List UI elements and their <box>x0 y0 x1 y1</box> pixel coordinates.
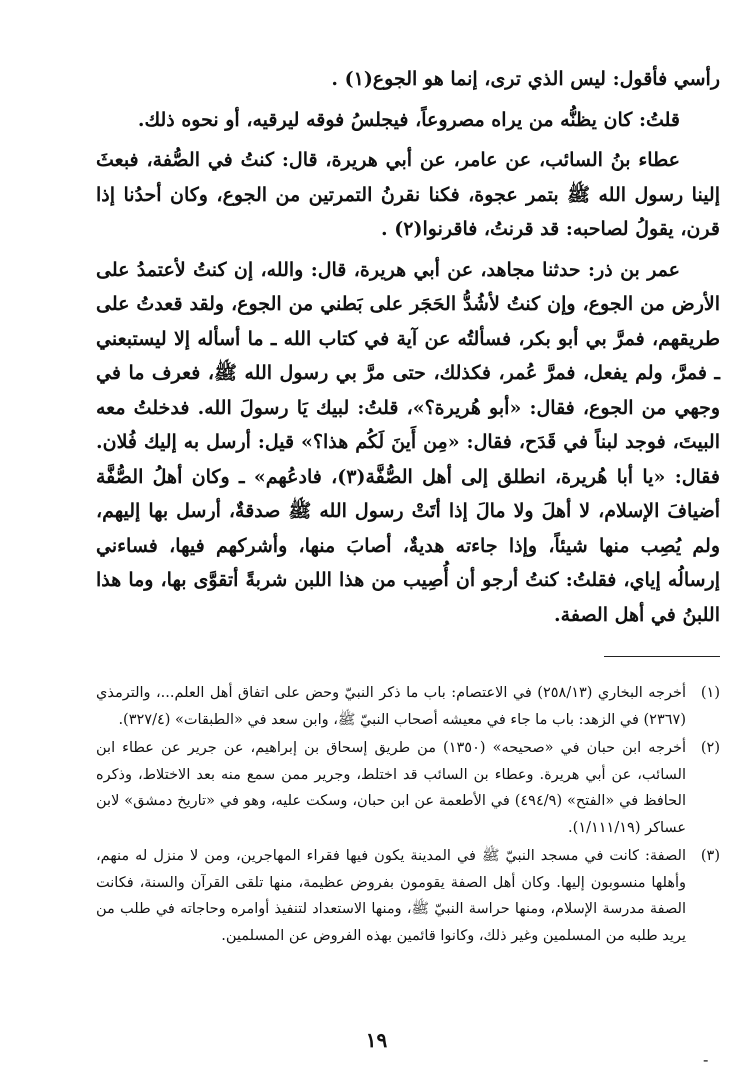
body-paragraph: عمر بن ذر: حدثنا مجاهد، عن أبي هريرة، قال: والله، إن كنتُ لأعتمدُ على الأرض من الجوع، وإن كنتُ لأشُدُّ الحَجَر على بَطني من الجوع، ولقد قعدتُ على طريقهم، فمرَّ بي أبو بكر، فسألتُه عن آية في كتاب الله ـ ما أسأله إلا ليستبعني ـ فمرَّ، ولم يفعل، فمرَّ عُمر، فكذلك، حتى مرَّ بي رسول الله ﷺ، فعرف ما في وجهي من الجوع، فقال: «أبو هُريرة؟»، قلتُ: لبيك يَا رسولَ الله. فدخلتُ معه البيتَ، فوجد لبناً في قَدَح، فقال: «مِن أَينَ لَكُم هذا؟» قيل: أرسل به إليك فُلان. فقال: «يا أبا هُريرة، انطلق إلى أهل الصُّفَّة(٣)، فادعُهم» ـ وكان أهلُ الصُّفَّة أضيافَ الإسلام، لا أهلَ ولا مالَ إذا أتَتْ رسول الله ﷺ صدقةٌ، أرسل بها إليهم، ولم يُصِب منها شيئاً، وإذا جاءته هديةٌ، أصابَ منها، وأشركهم فيها، فساءني إرسالُه إياي، فقلتُ: كنتُ أرجو أن أُصِيب من هذا اللبن شربةً أتقوَّى بها، وما هذا اللبنُ في أهل الصفة. <box>96 258 720 626</box>
corner-mark: - <box>703 1050 709 1069</box>
footnote-number: (١) <box>700 685 720 701</box>
footnote-text: أخرجه ابن حبان في «صحيحه» (١٣٥٠) من طريق إسحاق بن إبراهيم، عن جرير عن عطاء ابن السائب، عن أبي هريرة. وعطاء بن السائب قد اختلط، وجرير ممن سمع منه بعد الاختلاط، وذكره الحافظ في «الفتح» (٤٩٤/٩) في الأطعمة عن ابن حبان، وسكت عليه، وهو في «تاريخ دمشق» لابن عساكر (١/١١١/١٩). <box>96 740 686 836</box>
footnote-text: الصفة: كانت في مسجد النبيّ ﷺ في المدينة يكون فيها فقراء المهاجرين، ومن لا منزل له منهم، وأهلها منسوبون إليها. وكان أهل الصفة يقومون بفروض عظيمة، منها تلقى القرآن والسنة، فكانت الصفة مدرسة الإسلام، ومنها حراسة النبيّ ﷺ، ومنها الاستعداد لتنفيذ أوامره وحاجاته في طلب من يريد طلبه من المسلمين وغير ذلك، وكانوا قائمين بهذه الفروض عن المسلمين. <box>96 848 686 944</box>
footnote-item <box>96 843 720 949</box>
footnote-number: (٣) <box>700 848 720 864</box>
main-text <box>96 62 720 632</box>
footnote-text: أخرجه البخاري (٢٥٨/١٣) في الاعتصام: باب ما ذكر النبيّ وحض على اتفاق أهل العلم...، والترمذي (٢٣٦٧) في الزهد: باب ما جاء في معيشه أصحاب النبيّ ﷺ، وابن سعد في «الطبقات» (٣٢٧/٤). <box>96 685 686 728</box>
footnote-item <box>96 680 720 733</box>
body-paragraph: قلتُ: كان يظنُّه من يراه مصروعاً، فيجلسُ فوقه ليرقيه، أو نحوه ذلك. <box>137 108 680 131</box>
footnote-number: (٢) <box>700 740 720 756</box>
body-paragraph: رأسي فأقول: ليس الذي ترى، إنما هو الجوع(١) . <box>331 68 720 90</box>
footnote-separator <box>604 656 720 657</box>
footnote-item <box>96 735 720 841</box>
footnotes <box>96 680 720 951</box>
page-number: ١٩ <box>365 1028 388 1052</box>
body-paragraph: عطاء بنُ السائب، عن عامر، عن أبي هريرة، قال: كنتُ في الصُّفة، فبعثَ إلينا رسول الله ﷺ بتمر عجوة، فكنا نقرنُ التمرتين من الجوع، وكان أحدُنا إذا قرن، يقولُ لصاحبه: قد قرنتُ، فاقرنوا(٢) . <box>96 149 720 240</box>
